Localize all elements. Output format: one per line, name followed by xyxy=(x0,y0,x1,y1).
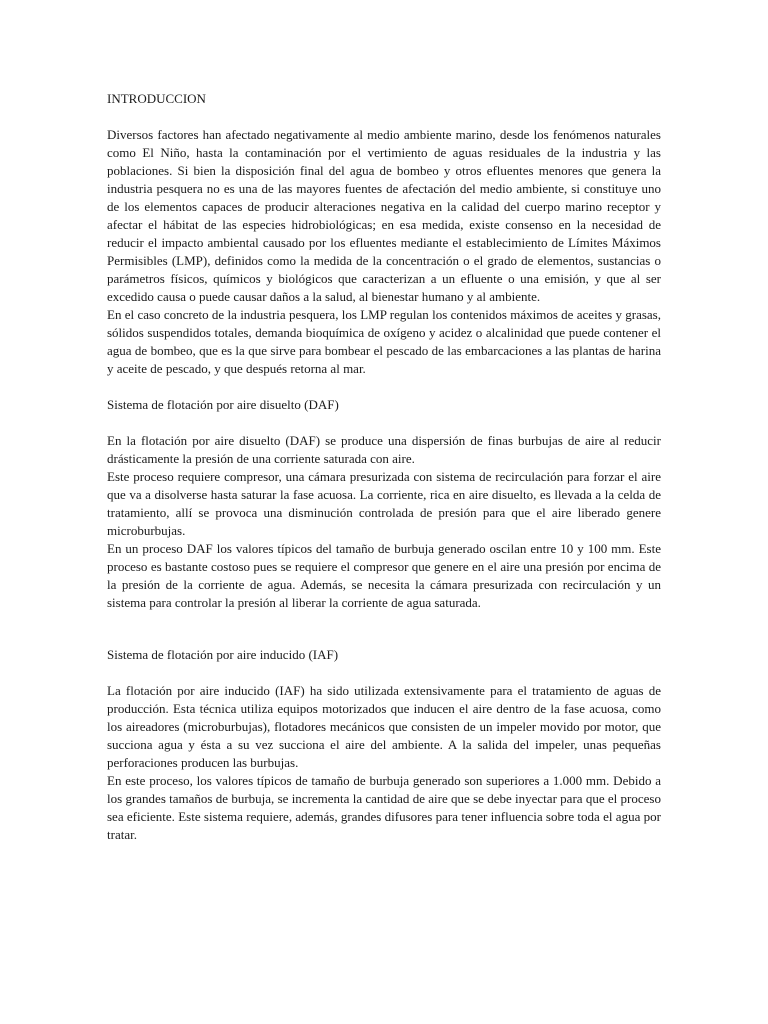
spacer xyxy=(107,612,661,646)
spacer xyxy=(107,378,661,396)
spacer xyxy=(107,414,661,432)
daf-paragraph-2: Este proceso requiere compresor, una cámara presurizada con sistema de recirculación para forzar el aire que va a disolverse hasta saturar la fase acuosa. La corriente, rica en aire disuelto, es llevada a la celda de tratamiento, allí se provoca una disminución controlada de presión para que el aire liberado genere microburbujas. xyxy=(107,469,661,538)
daf-paragraph-1: En la flotación por aire disuelto (DAF) se produce una dispersión de finas burbujas de aire al reducir drásticamente la presión de una corriente saturada con aire. xyxy=(107,433,661,466)
intro-paragraph-2: En el caso concreto de la industria pesquera, los LMP regulan los contenidos máximos de aceites y grasas, sólidos suspendidos totales, demanda bioquímica de oxígeno y acidez o alcalinidad que puede contener el agua de bombeo, que es la que sirve para bombear el pescado de las embarcaciones a las plantas de harina y aceite de pescado, y que después retorna al mar. xyxy=(107,307,661,376)
intro-paragraph-1: Diversos factores han afectado negativamente al medio ambiente marino, desde los fenómenos naturales como El Niño, hasta la contaminación por el vertimiento de aguas residuales de la industria y las poblaciones. Si bien la disposición final del agua de bombeo y otros efluentes menores que genera la industria pesquera no es una de las mayores fuentes de afectación del medio ambiente, si constituye uno de los elementos capaces de producir alteraciones negativa en la calidad del cuerpo marino receptor y afectar el hábitat de las especies hidrobiológicas; en esa medida, existe consenso en la necesidad de reducir el impacto ambiental causado por los efluentes mediante el establecimiento de Límites Máximos Permisibles (LMP), definidos como la medida de la concentración o el grado de elementos, sustancias o parámetros físicos, químicos y biológicos que caracterizan a un efluente o una emisión, y que al ser excedido causa o puede causar daños a la salud, al bienestar humano y al ambiente. xyxy=(107,127,661,304)
iaf-heading: Sistema de flotación por aire inducido (IAF) xyxy=(107,647,339,662)
intro-heading: INTRODUCCION xyxy=(107,91,206,106)
daf-heading: Sistema de flotación por aire disuelto (DAF) xyxy=(107,397,339,412)
document-page xyxy=(107,90,661,844)
iaf-paragraph-1: La flotación por aire inducido (IAF) ha sido utilizada extensivamente para el tratamiento de aguas de producción. Esta técnica utiliza equipos motorizados que inducen el aire dentro de la fase acuosa, como los aireadores (microburbujas), flotadores mecánicos que consisten de un impeler movido por motor, que succiona agua y ésta a su vez succiona el aire del ambiente. A la salida del impeler, unas pequeñas perforaciones producen las burbujas. xyxy=(107,683,661,770)
daf-paragraph-3: En un proceso DAF los valores típicos del tamaño de burbuja generado oscilan entre 10 y 100 mm. Este proceso es bastante costoso pues se requiere el compresor que genere en el aire una presión por encima de la presión de la corriente de agua. Además, se necesita la cámara presurizada con recirculación y un sistema para controlar la presión al liberar la corriente de agua saturada. xyxy=(107,541,661,610)
iaf-paragraph-2: En este proceso, los valores típicos de tamaño de burbuja generado son superiores a 1.000 mm. Debido a los grandes tamaños de burbuja, se incrementa la cantidad de aire que se debe inyectar para que el proceso sea eficiente. Este sistema requiere, además, grandes difusores para tener influencia sobre toda el agua por tratar. xyxy=(107,773,661,842)
spacer xyxy=(107,108,661,126)
spacer xyxy=(107,664,661,682)
